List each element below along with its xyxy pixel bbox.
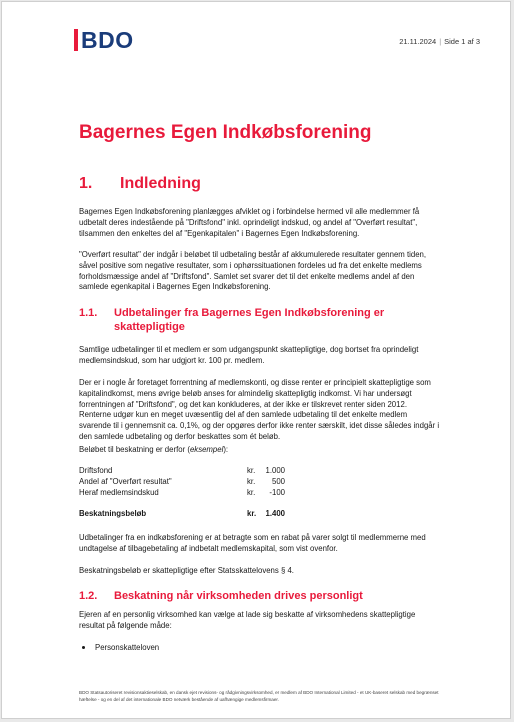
section-1-2-heading [79,589,363,603]
document-title: Bagernes Egen Indkøbsforening [79,122,372,143]
section-1-1-paragraph-3: Udbetalinger fra en indkøbsforening er at betragte som en rabat på varer solgt til medlemmerne med undtagelse af tilbagebetaling af indbetalt medlemskapital, som vist ovenfor. [79,533,426,553]
section-1-1-paragraph-1: Samtlige udbetalinger til et medlem er som udgangspunkt skattepligtige, dog bortset fra oprindeligt medlemsindskud, som har udgjort kr. 100 pr. medlem. [79,345,419,365]
calc-amount: -100 [269,487,285,497]
calc-currency: kr. [247,466,256,475]
section-1-2-paragraph-1: Ejeren af en personlig virksomhed kan vælge at lade sig beskatte af virksomhedens skattepligtige resultat på følgende måde: [79,610,416,630]
header-meta [399,37,480,46]
example-word: eksempel [189,445,224,454]
header-separator: | [439,37,442,46]
calc-label: Driftsfond [79,466,113,475]
calc-row [79,477,441,488]
section-1-paragraph-1: Bagernes Egen Indkøbsforening planlægges afviklet og i forbindelse hermed vil alle medlemmer få udbetalt deres indestående på "Driftsfond" inkl. oprindeligt indskud, og andel af "Overført resultat", tilsammen den enkeltes del af "Egenkapitalen" i Bagernes Egen Indkøbsforening. [79,207,420,238]
header-page-number: Side 1 af 3 [444,37,480,46]
section-1-1-title: Udbetalinger fra Bagernes Egen Indkøbsforening er skattepligtige [114,307,385,333]
section-1-title: Indledning [120,175,201,192]
calc-amount: 1.000 [265,466,285,475]
section-1-2-number: 1.2. [79,590,98,602]
example-intro-start: Beløbet til beskatning er derfor ( [79,445,190,454]
section-1-1-number: 1.1. [79,307,98,319]
logo-text: BDO [81,27,134,53]
calc-label: Andel af "Overført resultat" [79,476,172,486]
bullet-text: Personskatteloven [95,643,160,652]
section-1-number: 1. [79,175,93,192]
section-1-1-heading [79,306,414,334]
header-date: 21.11.2024 [399,37,437,46]
calc-total-currency: kr. [247,509,257,519]
calc-row [79,488,441,499]
example-intro [79,445,441,456]
calc-total-label: Beskatningsbeløb [79,509,147,519]
calc-row [79,466,441,477]
logo-red-bar [74,29,78,51]
section-1-1-paragraph-4: Beskatningsbeløb er skattepligtige efter Statsskattelovens § 4. [79,566,294,575]
calc-currency: kr. [247,476,256,486]
calc-currency: kr. [247,487,256,497]
page-footer: BDO Statsautoriseret revisionsaktieselskab, en dansk ejet revisions- og rådgivningsvirksomhed, er medlem af BDO International Limited - et UK-baseret selskab med begrænset hæftelse - og en del af det internationale BDO netværk bestående af uafhængige medlemsfirmaer. [79,690,439,702]
section-1-paragraph-2: "Overført resultat" der indgår i beløbet til udbetaling består af akkumulerede resultater gennem tiden, såvel positive som negative resultater, som i ophørssituationen fordeles ud fra det enkelte medlems forholdsmæssige andel af "Driftsfond". Samlet set svarer det til det enkelte medlems andel af den samlede egenkapital i Bagernes Egen Indkøbsforening. [79,250,427,292]
bdo-logo [74,29,134,51]
bullet-item [79,643,159,652]
tax-calculation [79,466,441,520]
calc-total-row [79,509,441,520]
bullet-dot [82,646,85,649]
calc-total-amount: 1.400 [265,509,285,519]
calc-amount: 500 [271,476,285,486]
calc-label: Heraf medlemsindskud [79,487,159,497]
example-intro-end: ): [223,445,229,454]
section-1-heading [79,175,201,193]
section-1-2-title: Beskatning når virksomheden drives personligt [114,590,363,602]
section-1-1-paragraph-2: Der er i nogle år foretaget forrentning af medlemskonti, og disse renter er principielt skattepligtige som kapitalindkomst, mens øvrige beløb anses for almindelig skattepligtig indkomst. Vi har undersøgt forrentningen af "Driftsfond", og det kan konkluderes, at der ikke er tilskrevet renter siden 2012. Renterne udgør kun en meget uvæsentlig del af den samlede udbetaling til det enkelte medlem svarende til i gennemsnit ca. 0,1%, og der opgøres derfor ikke renter særskilt, idet disse således indgår i den samlede udbetaling og derfor beskattes som ét beløb. [79,378,440,441]
document-page [1,1,511,719]
